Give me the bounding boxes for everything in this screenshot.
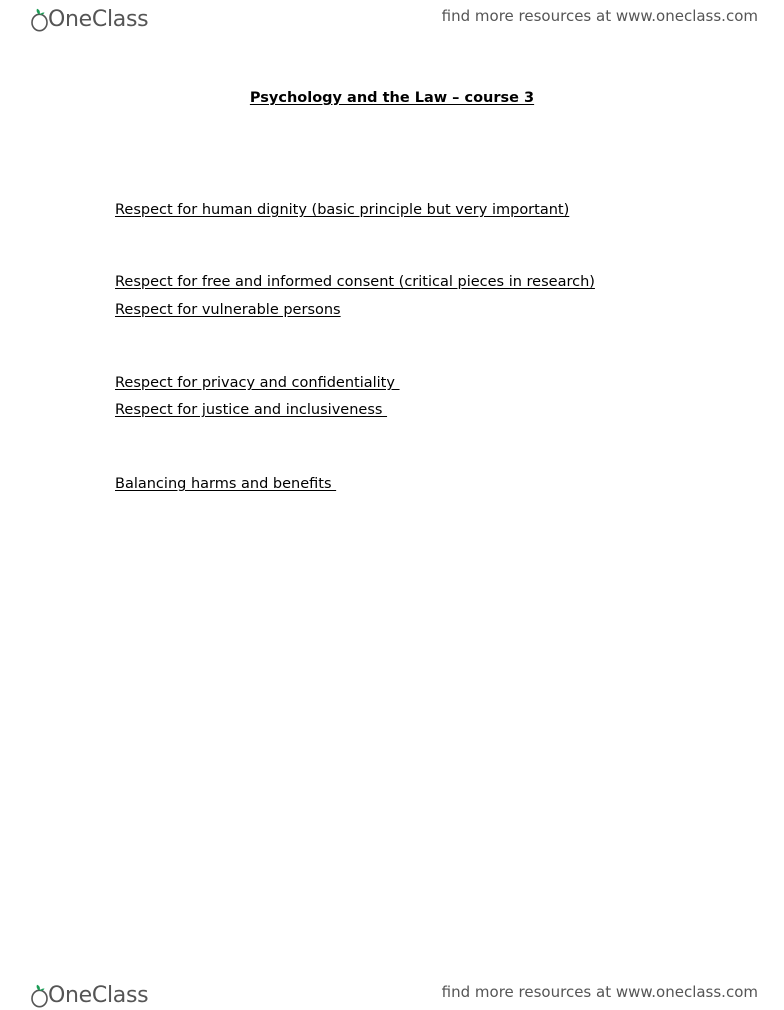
- logo-wordmark: OneClass: [48, 7, 149, 32]
- principle-privacy: Respect for privacy and confidentiality: [115, 375, 400, 391]
- principle-justice: Respect for justice and inclusiveness: [115, 402, 388, 418]
- footer-tagline[interactable]: find more resources at www.oneclass.com: [441, 983, 758, 1001]
- page-header: [0, 0, 784, 34]
- header-tagline[interactable]: find more resources at www.oneclass.com: [441, 7, 758, 25]
- logo-wordmark: OneClass: [48, 983, 149, 1008]
- principle-harms-benefits: Balancing harms and benefits: [115, 476, 337, 492]
- oneclass-logo[interactable]: [30, 2, 148, 32]
- oneclass-logo[interactable]: [30, 978, 148, 1008]
- leaf-o-icon: [30, 984, 49, 1008]
- principle-human-dignity: Respect for human dignity (basic principle but very important): [115, 202, 570, 218]
- principle-vulnerable-persons: Respect for vulnerable persons: [115, 302, 341, 318]
- document-title: Psychology and the Law – course 3: [249, 90, 535, 106]
- page-footer: [0, 976, 784, 1010]
- principle-informed-consent: Respect for free and informed consent (critical pieces in research): [115, 274, 595, 290]
- leaf-o-icon: [30, 8, 49, 32]
